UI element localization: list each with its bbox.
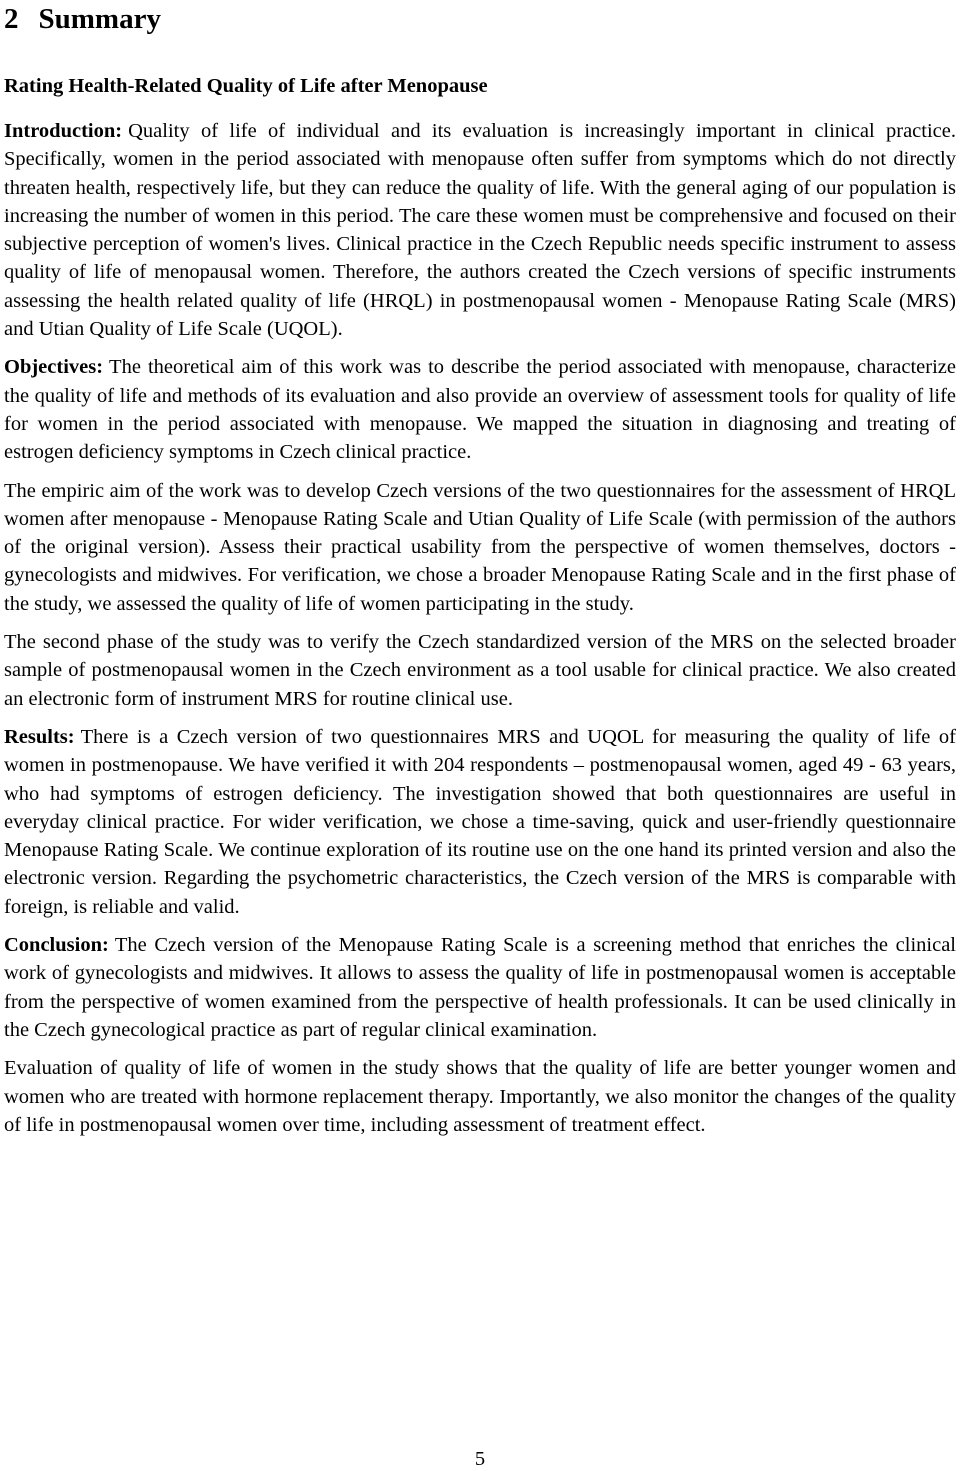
section-number: 2 [4,3,19,35]
document-subtitle: Rating Health-Related Quality of Life after Menopause [4,75,488,97]
second-phase-paragraph: The second phase of the study was to verify the Czech standardized version of the MRS on the selected broader sample of postmenopausal women in the Czech environment as a tool usable for clinical practice. We also created an electronic form of instrument MRS for routine clinical use. [4,631,956,710]
evaluation-paragraph: Evaluation of quality of life of women in the study shows that the quality of life are better younger women and women who are treated with hormone replacement therapy. Importantly, we also monitor the changes of the quality of life in postmenopausal women over time, including assessment of treatment effect. [4,1057,956,1136]
objectives-text: The theoretical aim of this work was to describe the period associated with menopause, characterize the quality of life and methods of its evaluation and also provide an overview of assessment tools for quality of life for women in the period associated with menopause. We mapped the situation in diagnosing and treating of estrogen deficiency symptoms in Czech clinical practice. [4,356,956,464]
results-paragraph [4,723,956,921]
section-heading [4,0,956,36]
results-text: There is a Czech version of two questionnaires MRS and UQOL for measuring the quality of life of women in postmenopause. We have verified it with 204 respondents – postmenopausal women, aged 49 - 63 years, who had symptoms of estrogen deficiency. The investigation showed that both questionnaires are useful in everyday clinical practice. For wider verification, we chose a time-saving, quick and user-friendly questionnaire Menopause Rating Scale. We continue exploration of its routine use on the one hand its printed version and also the electronic version. Regarding the psychometric characteristics, the Czech version of the MRS is comparable with foreign, is reliable and valid. [4,725,956,918]
conclusion-label: Conclusion: [4,934,109,957]
conclusion-paragraph [4,931,956,1044]
page-number: 5 [474,1448,486,1470]
introduction-label: Introduction: [4,120,123,142]
introduction-paragraph [4,117,956,343]
section-title: Summary [38,3,161,35]
introduction-text: Quality of life of individual and its evaluation is increasingly important in clinical practice. Specifically, women in the period associated with menopause often suffer from symptoms which do not directly threaten health, respectively life, but they can reduce the quality of life. With the general aging of our population is increasing the number of women in this period. The care these women must be comprehensive and focused on their subjective perception of women's lives. Clinical practice in the Czech Republic needs specific instrument to assess quality of life of menopausal women. Therefore, the authors created the Czech versions of specific instruments assessing the health related quality of life (HRQL) in postmenopausal women - Menopause Rating Scale (MRS) and Utian Quality of Life Scale (UQOL). [4,120,956,341]
empiric-aim-paragraph: The empiric aim of the work was to develop Czech versions of the two questionnaires for the assessment of HRQL women after menopause - Menopause Rating Scale and Utian Quality of Life Scale (with permission of the authors of the original version). Assess their practical usability from the perspective of women themselves, doctors - gynecologists and midwives. For verification, we chose a broader Menopause Rating Scale and in the first phase of the study, we assessed the quality of life of women participating in the study. [4,479,956,615]
results-label: Results: [4,725,75,748]
document-page [4,0,956,1139]
objectives-paragraph [4,353,956,466]
objectives-label: Objectives: [4,356,104,379]
conclusion-text: The Czech version of the Menopause Rating Scale is a screening method that enriches the clinical work of gynecologists and midwives. It allows to assess the quality of life in postmenopausal women is acceptable from the perspective of women examined from the perspective of health professionals. It can be used clinically in the Czech gynecological practice as part of regular clinical examination. [4,934,956,1041]
